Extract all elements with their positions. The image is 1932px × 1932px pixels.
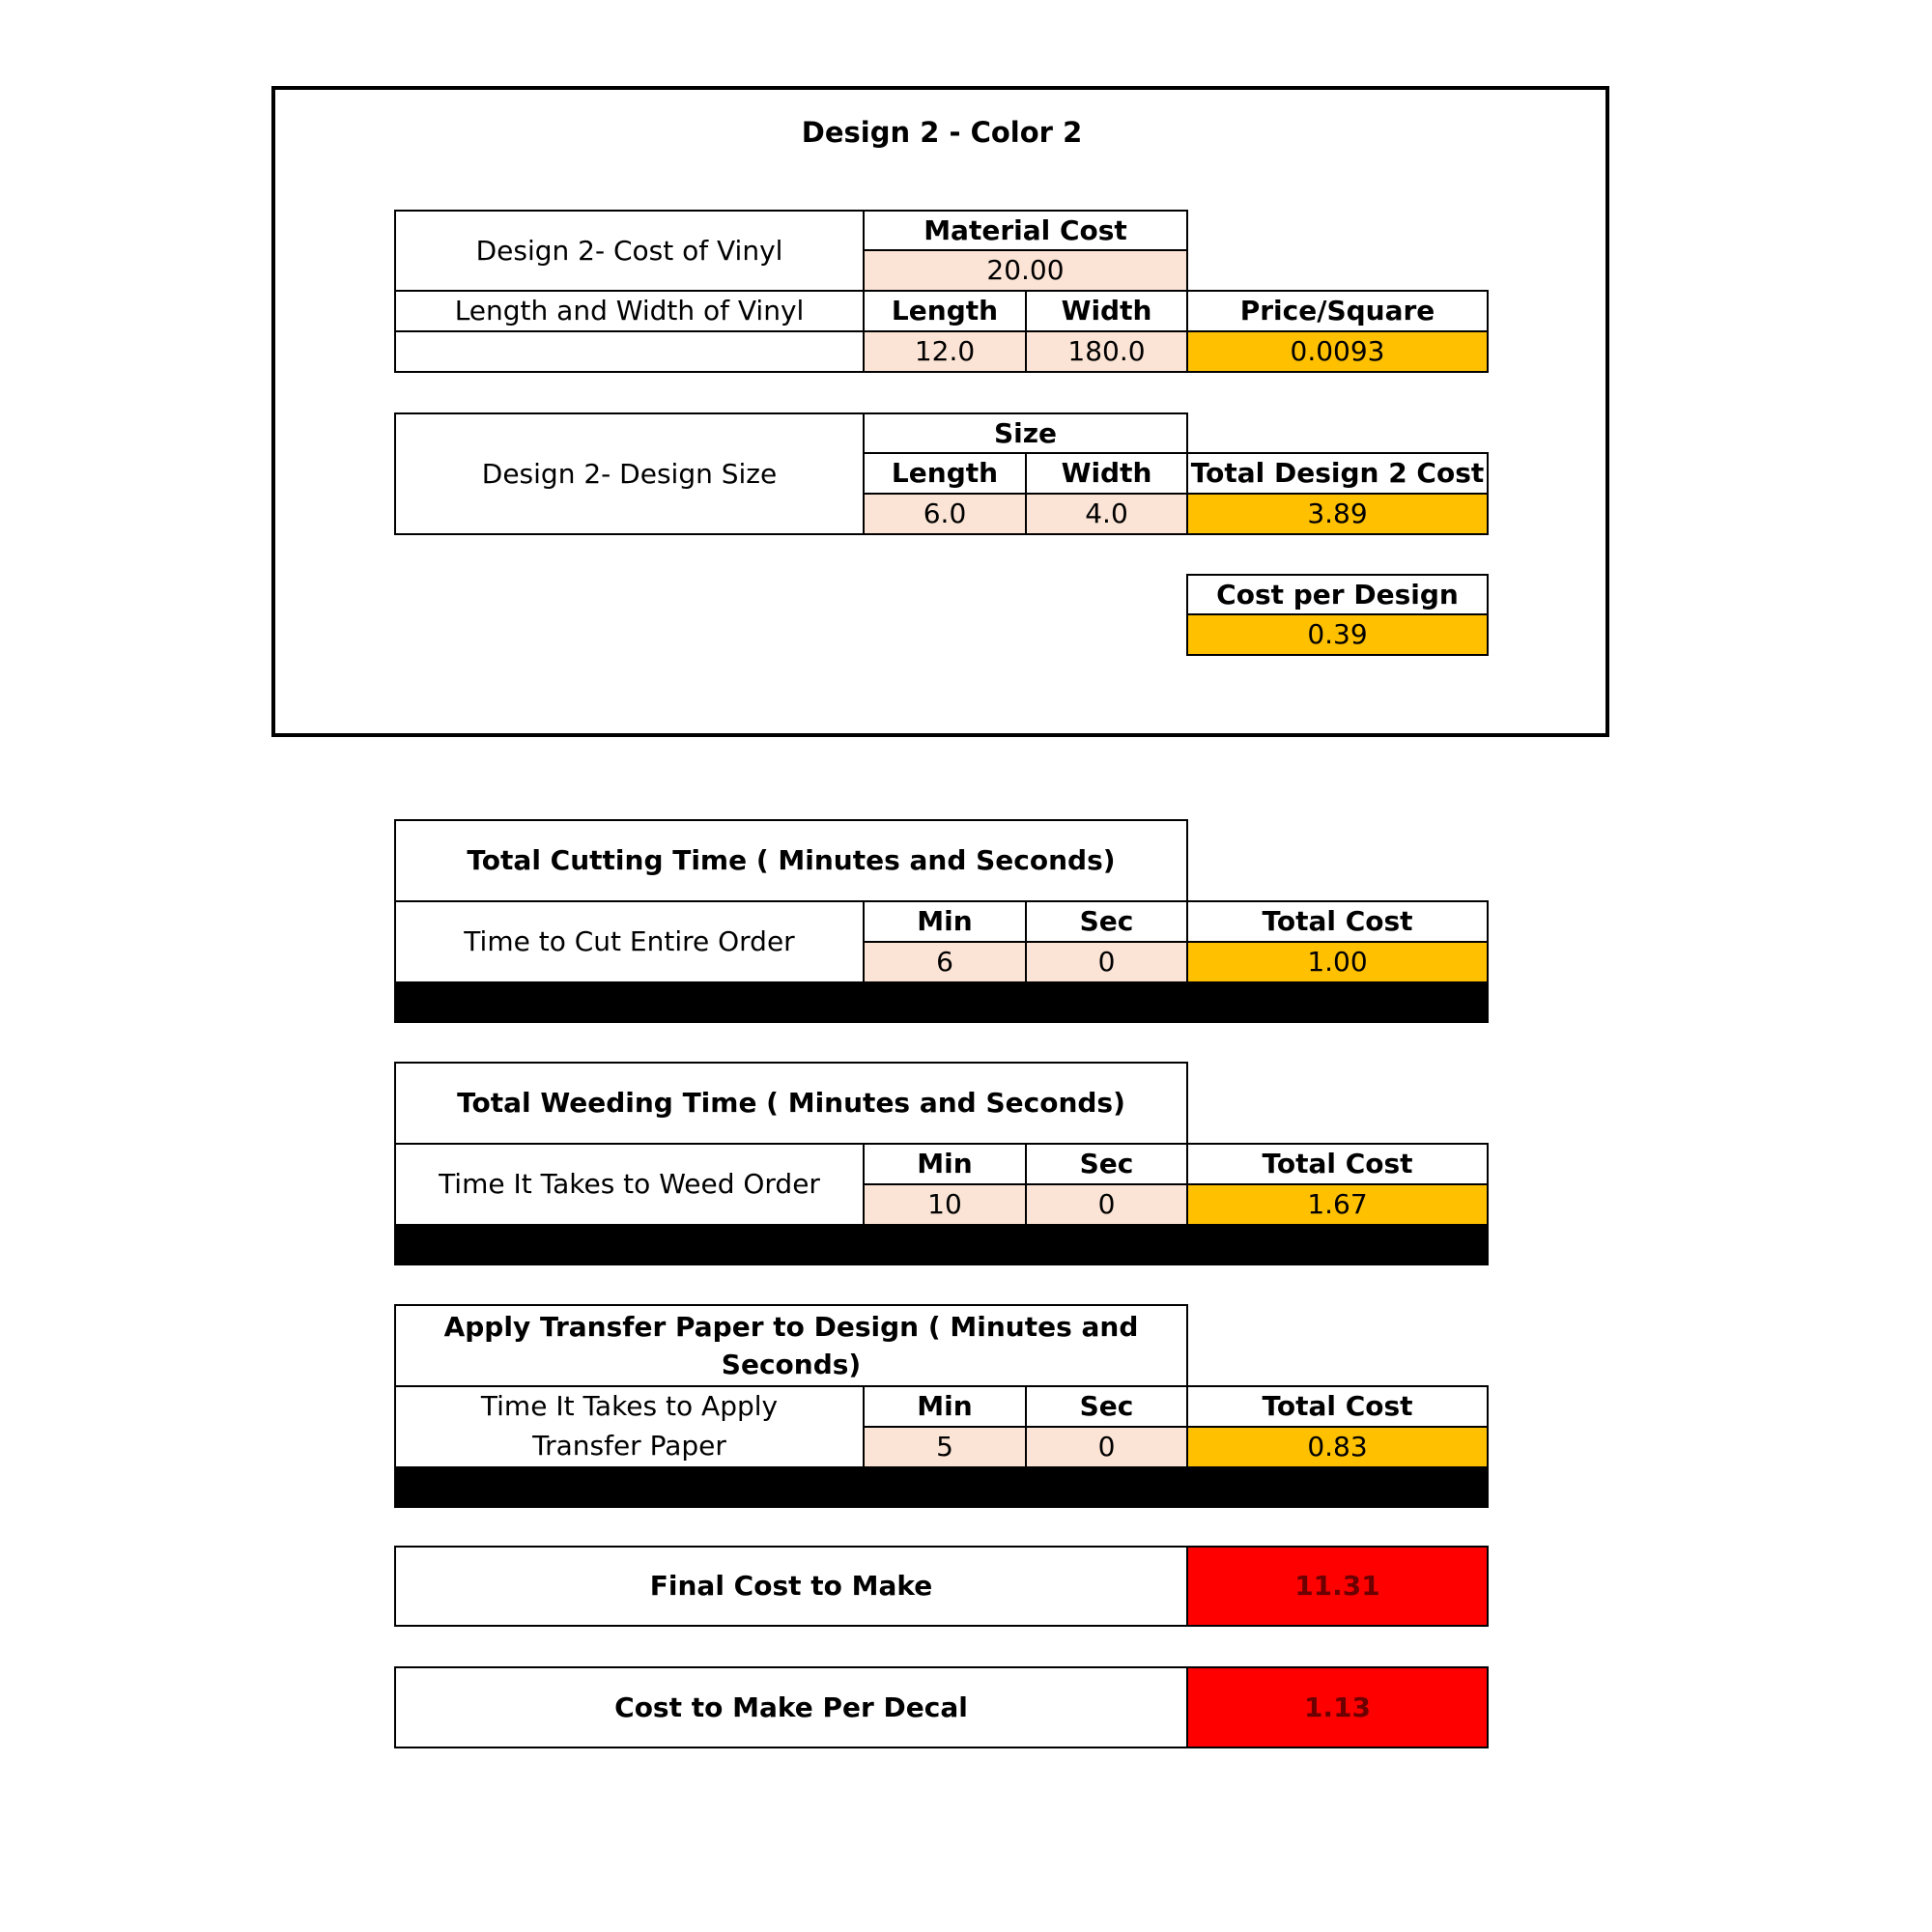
transfer-min-header: Min <box>863 1385 1027 1428</box>
vinyl-length-value[interactable]: 12.0 <box>863 330 1027 373</box>
transfer-sec-value[interactable]: 0 <box>1025 1426 1188 1468</box>
material-cost-header: Material Cost <box>863 210 1188 251</box>
weeding-total-cost-value: 1.67 <box>1186 1183 1489 1226</box>
cost-per-design-value: 0.39 <box>1186 613 1489 656</box>
cutting-title: Total Cutting Time ( Minutes and Seconds) <box>394 819 1188 902</box>
cutting-sec-header: Sec <box>1025 900 1188 943</box>
cost-per-decal-label: Cost to Make Per Decal <box>394 1666 1188 1748</box>
weeding-sec-header: Sec <box>1025 1143 1188 1185</box>
transfer-min-value[interactable]: 5 <box>863 1426 1027 1468</box>
cutting-row-label: Time to Cut Entire Order <box>394 900 865 983</box>
price-square-value: 0.0093 <box>1186 330 1489 373</box>
cost-of-vinyl-label: Design 2- Cost of Vinyl <box>394 210 865 292</box>
transfer-row-label: Time It Takes to Apply Transfer Paper <box>394 1385 865 1468</box>
material-cost-value[interactable]: 20.00 <box>863 249 1188 292</box>
transfer-sec-header: Sec <box>1025 1385 1188 1428</box>
weeding-total-cost-header: Total Cost <box>1186 1143 1489 1185</box>
design-length-value[interactable]: 6.0 <box>863 493 1027 535</box>
size-length-header: Length <box>863 452 1027 495</box>
vinyl-width-header: Width <box>1025 290 1188 332</box>
transfer-title: Apply Transfer Paper to Design ( Minutes and Seconds) <box>394 1304 1188 1387</box>
cost-per-decal-value: 1.13 <box>1186 1666 1489 1748</box>
cost-per-design-header: Cost per Design <box>1186 574 1489 615</box>
cutting-black-band <box>394 981 1489 1023</box>
final-cost-label: Final Cost to Make <box>394 1546 1188 1627</box>
length-width-of-vinyl-label: Length and Width of Vinyl <box>394 290 865 332</box>
transfer-black-band <box>394 1466 1489 1508</box>
weeding-sec-value[interactable]: 0 <box>1025 1183 1188 1226</box>
price-square-header: Price/Square <box>1186 290 1489 332</box>
total-design-cost-header: Total Design 2 Cost <box>1186 452 1489 495</box>
weeding-black-band <box>394 1224 1489 1265</box>
design-title: Design 2 - Color 2 <box>801 116 1083 149</box>
weeding-min-header: Min <box>863 1143 1027 1185</box>
vinyl-length-header: Length <box>863 290 1027 332</box>
vinyl-blank-cell <box>394 330 865 373</box>
weeding-title: Total Weeding Time ( Minutes and Seconds) <box>394 1062 1188 1145</box>
transfer-total-cost-header: Total Cost <box>1186 1385 1489 1428</box>
weeding-min-value[interactable]: 10 <box>863 1183 1027 1226</box>
size-header: Size <box>863 412 1188 454</box>
size-width-header: Width <box>1025 452 1188 495</box>
total-design-cost-value: 3.89 <box>1186 493 1489 535</box>
design-width-value[interactable]: 4.0 <box>1025 493 1188 535</box>
cutting-min-value[interactable]: 6 <box>863 941 1027 983</box>
transfer-total-cost-value: 0.83 <box>1186 1426 1489 1468</box>
cutting-sec-value[interactable]: 0 <box>1025 941 1188 983</box>
final-cost-value: 11.31 <box>1186 1546 1489 1627</box>
cutting-total-cost-value: 1.00 <box>1186 941 1489 983</box>
cutting-min-header: Min <box>863 900 1027 943</box>
weeding-row-label: Time It Takes to Weed Order <box>394 1143 865 1226</box>
cutting-total-cost-header: Total Cost <box>1186 900 1489 943</box>
vinyl-width-value[interactable]: 180.0 <box>1025 330 1188 373</box>
design-size-label: Design 2- Design Size <box>394 412 865 535</box>
